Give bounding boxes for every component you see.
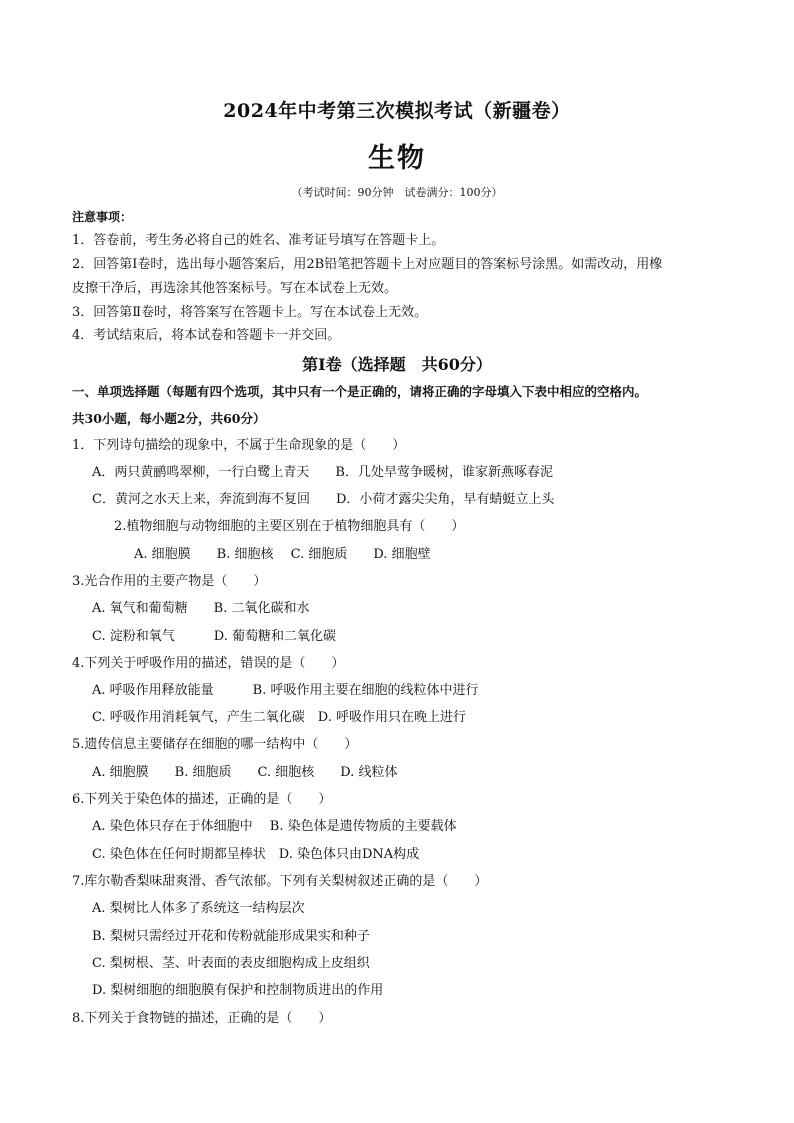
question-stem: 4.下列关于呼吸作用的描述，错误的是（ ） [72,656,345,671]
notes-heading: 注意事项： [72,210,133,224]
question-stem: 8.下列关于食物链的描述，正确的是（ ） [72,1011,332,1026]
note-item: 2．回答第Ⅰ卷时，选出每小题答案后，用2B铅笔把答题卡上对应题目的答案标号涂黑。如需改动，用橡 [72,257,663,272]
question-options: A. 细胞膜 B. 细胞质 C. 细胞核 D. 线粒体 [92,765,398,780]
question-options: A. 氧气和葡萄糖 B. 二氧化碳和水 [92,601,310,616]
question-options: A. 细胞膜 B. 细胞核 C. 细胞质 D. 细胞壁 [134,547,431,562]
question-options: D. 梨树细胞的细胞膜有保护和控制物质进出的作用 [92,983,384,998]
question-options: C. 呼吸作用消耗氧气，产生二氧化碳 D. 呼吸作用只在晚上进行 [92,710,466,725]
question-stem: 1．下列诗句描绘的现象中，不属于生命现象的是（ ） [72,438,406,453]
exam-title: 2024年中考第三次模拟考试（新疆卷） [223,100,571,122]
note-item: 4．考试结束后，将本试卷和答题卡一并交回。 [72,328,341,343]
question-options: A．两只黄鹂鸣翠柳，一行白鹭上青天 B．几处早莺争暖树，谁家新燕啄春泥 [92,465,553,480]
subject-title: 生物 [368,143,426,174]
section-instruction: 一、单项选择题（每题有四个选项，其中只有一个是正确的，请将正确的字母填入下表中相应的空格内。 [72,384,648,399]
question-options: B. 梨树只需经过开花和传粉就能形成果实和种子 [92,929,370,944]
question-options: C. 染色体在任何时期都呈棒状 D. 染色体只由DNA构成 [92,847,420,862]
exam-meta: （考试时间：90分钟 试卷满分：100分） [291,186,503,199]
question-stem: 2.植物细胞与动物细胞的主要区别在于植物细胞具有（ ） [114,519,465,534]
note-item: 1．答卷前，考生务必将自己的姓名、准考证号填写在答题卡上。 [72,233,445,248]
question-stem: 5.遗传信息主要储存在细胞的哪一结构中（ ） [72,737,358,752]
question-options: C．黄河之水天上来，奔流到海不复回 D．小荷才露尖尖角，早有蜻蜓立上头 [92,492,555,507]
question-stem: 6.下列关于染色体的描述，正确的是（ ） [72,792,332,807]
question-options: A. 呼吸作用释放能量 B. 呼吸作用主要在细胞的线粒体中进行 [92,683,479,698]
question-options: C. 淀粉和氧气 D. 葡萄糖和二氧化碳 [92,629,336,644]
question-stem: 7.库尔勒香梨味甜爽滑、香气浓郁。下列有关梨树叙述正确的是（ ） [72,874,488,889]
question-options: C. 梨树根、茎、叶表面的表皮细胞构成上皮组织 [92,956,370,971]
note-item: 皮擦干净后，再选涂其他答案标号。写在本试卷上无效。 [72,281,398,296]
note-item: 3．回答第Ⅱ卷时，将答案写在答题卡上。写在本试卷上无效。 [72,305,428,320]
section-title: 第Ⅰ卷（选择题 共60分） [302,355,492,374]
question-options: A. 梨树比人体多了系统这一结构层次 [92,901,305,916]
section-instruction: 共30小题，每小题2分，共60分） [72,411,266,426]
question-options: A. 染色体只存在于体细胞中 B. 染色体是遗传物质的主要载体 [92,819,457,834]
question-stem: 3.光合作用的主要产物是（ ） [72,574,267,589]
